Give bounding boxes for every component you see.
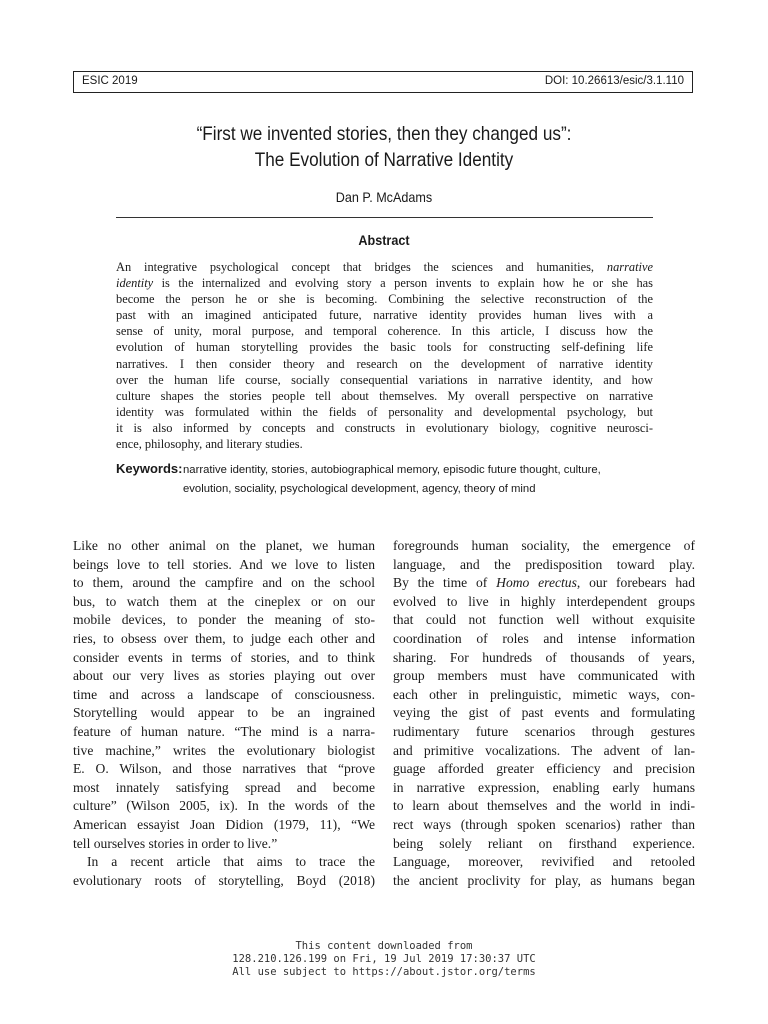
body-line: Like no other animal on the planet, we human <box>73 538 375 553</box>
title-line-1: “First we invented stories, then they changed us”: <box>196 123 572 145</box>
body-line: and primitive vocalizations. The advent of lan- <box>393 742 695 758</box>
body-line: American essayist Joan Didion (1979, 11), “We <box>73 816 375 832</box>
body-line: group members must have communicated with <box>393 668 695 684</box>
keywords-line-1: narrative identity, stories, autobiographical memory, episodic future thought, culture, <box>183 464 601 476</box>
body-line: to learn about themselves and the world in indi- <box>393 798 695 814</box>
body-line: ries, to obsess over them, to judge each other and <box>73 630 375 646</box>
keywords-label: Keywords: <box>116 461 183 476</box>
abstract-line: narratives. I then consider theory and research on the development of narrative identity <box>116 356 653 371</box>
body-line: each other in prelinguistic, mimetic ways, con- <box>393 686 695 702</box>
body-line: Language, moreover, revivified and retooled <box>393 854 695 870</box>
body-line: in narrative expression, enabling early humans <box>393 779 695 795</box>
abstract-line: An integrative psychological concept that bridges the sciences and humanities, narrative <box>116 260 653 274</box>
body-line: In a recent article that aims to trace the <box>87 854 375 870</box>
article-title <box>46 121 722 173</box>
body-line: the ancient proclivity for play, as humans began <box>393 872 695 888</box>
abstract-body <box>116 259 653 452</box>
abstract-line: sense of unity, moral purpose, and temporal coherence. In this article, I discuss how the <box>116 324 653 339</box>
abstract-line: identity is the internalized and evolving story a person invents to explain how he or she has <box>116 276 653 291</box>
body-line: By the time of Homo erectus, our forebears had <box>393 575 695 591</box>
body-line: veying the gist of past events and formulating <box>393 705 695 721</box>
author-name: Dan P. McAdams <box>335 189 433 205</box>
keywords-list <box>183 461 653 499</box>
footer-line-3: All use subject to https://about.jstor.org/terms <box>232 966 536 978</box>
body-line: mobile devices, to ponder the meaning of sto- <box>73 612 375 628</box>
footer-line-1: This content downloaded from <box>295 940 473 952</box>
abstract-heading: Abstract <box>358 232 410 248</box>
doi-label: DOI: 10.26613/esic/3.1.110 <box>544 75 684 87</box>
abstract-line: evolution of human storytelling provides the basic tools for constructing self-defining life <box>116 340 653 355</box>
body-column-right <box>393 537 695 890</box>
journal-label: ESIC 2019 <box>82 75 138 87</box>
keywords-line-2: evolution, sociality, psychological development, agency, theory of mind <box>183 483 536 495</box>
footer-line-2: 128.210.126.199 on Fri, 19 Jul 2019 17:30:37 UTC <box>232 953 536 965</box>
abstract-line: ence, philosophy, and literary studies. <box>116 437 303 452</box>
body-line: tive machine,” writes the evolutionary biologist <box>73 742 375 758</box>
body-line: time and across a landscape of consciousness. <box>73 686 375 702</box>
body-line: language, and the predisposition toward play. <box>393 556 695 572</box>
body-line: bus, to watch them at the cineplex or on our <box>73 593 375 609</box>
abstract-line: become the person he or she is becoming. Combining the selective reconstruction of the <box>116 292 653 307</box>
body-line: evolved to live in highly interdependent groups <box>393 593 695 609</box>
body-line: rect ways (through spoken scenarios) rather than <box>393 816 695 832</box>
body-line: about our very lives as stories playing out over <box>73 668 375 684</box>
abstract-line: past with an imagined anticipated future, narrative identity provides human lives with a <box>116 308 653 323</box>
title-line-2: The Evolution of Narrative Identity <box>254 149 514 171</box>
body-line: being solely reliant on firsthand experience. <box>393 835 695 851</box>
body-line: feature of human nature. “The mind is a narra- <box>73 723 375 739</box>
title-divider <box>116 217 653 218</box>
running-header <box>73 71 693 93</box>
body-line: that could not function well without exquisite <box>393 612 695 628</box>
download-footer <box>0 940 768 979</box>
abstract-line: culture shapes the stories people tell about themselves. My overall perspective on narrative <box>116 388 653 403</box>
body-line: coordination of roles and intense information <box>393 630 695 646</box>
body-line: E. O. Wilson, and those narratives that “prove <box>73 761 375 777</box>
body-line: most innately satisfying spread and become <box>73 779 375 795</box>
body-line: sharing. For hundreds of thousands of years, <box>393 649 695 665</box>
body-line: evolutionary roots of storytelling, Boyd (2018) <box>73 872 375 888</box>
abstract-line: identity was formulated within the fields of personality and developmental psychology, but <box>116 404 653 419</box>
body-line: guage afforded greater efficiency and precision <box>393 761 695 777</box>
body-line: consider events in terms of stories, and to think <box>73 649 375 665</box>
body-line: Storytelling would appear to be an ingrained <box>73 705 375 721</box>
body-line: foregrounds human sociality, the emergence of <box>393 538 695 553</box>
abstract-line: it is also informed by concepts and constructs in evolutionary biology, cognitive neurosci- <box>116 420 653 435</box>
body-line: rudimentary future scenarios through gestures <box>393 723 695 739</box>
abstract-line: over the human life course, socially consequential variations in narrative identity, and how <box>116 372 653 387</box>
body-line: culture” (Wilson 2005, ix). In the words of the <box>73 798 375 814</box>
body-line: to them, around the campfire and on the school <box>73 575 375 591</box>
body-line: tell ourselves stories in order to live.” <box>73 835 278 851</box>
body-column-left <box>73 537 375 890</box>
body-line: beings love to tell stories. And we love to listen <box>73 556 375 572</box>
